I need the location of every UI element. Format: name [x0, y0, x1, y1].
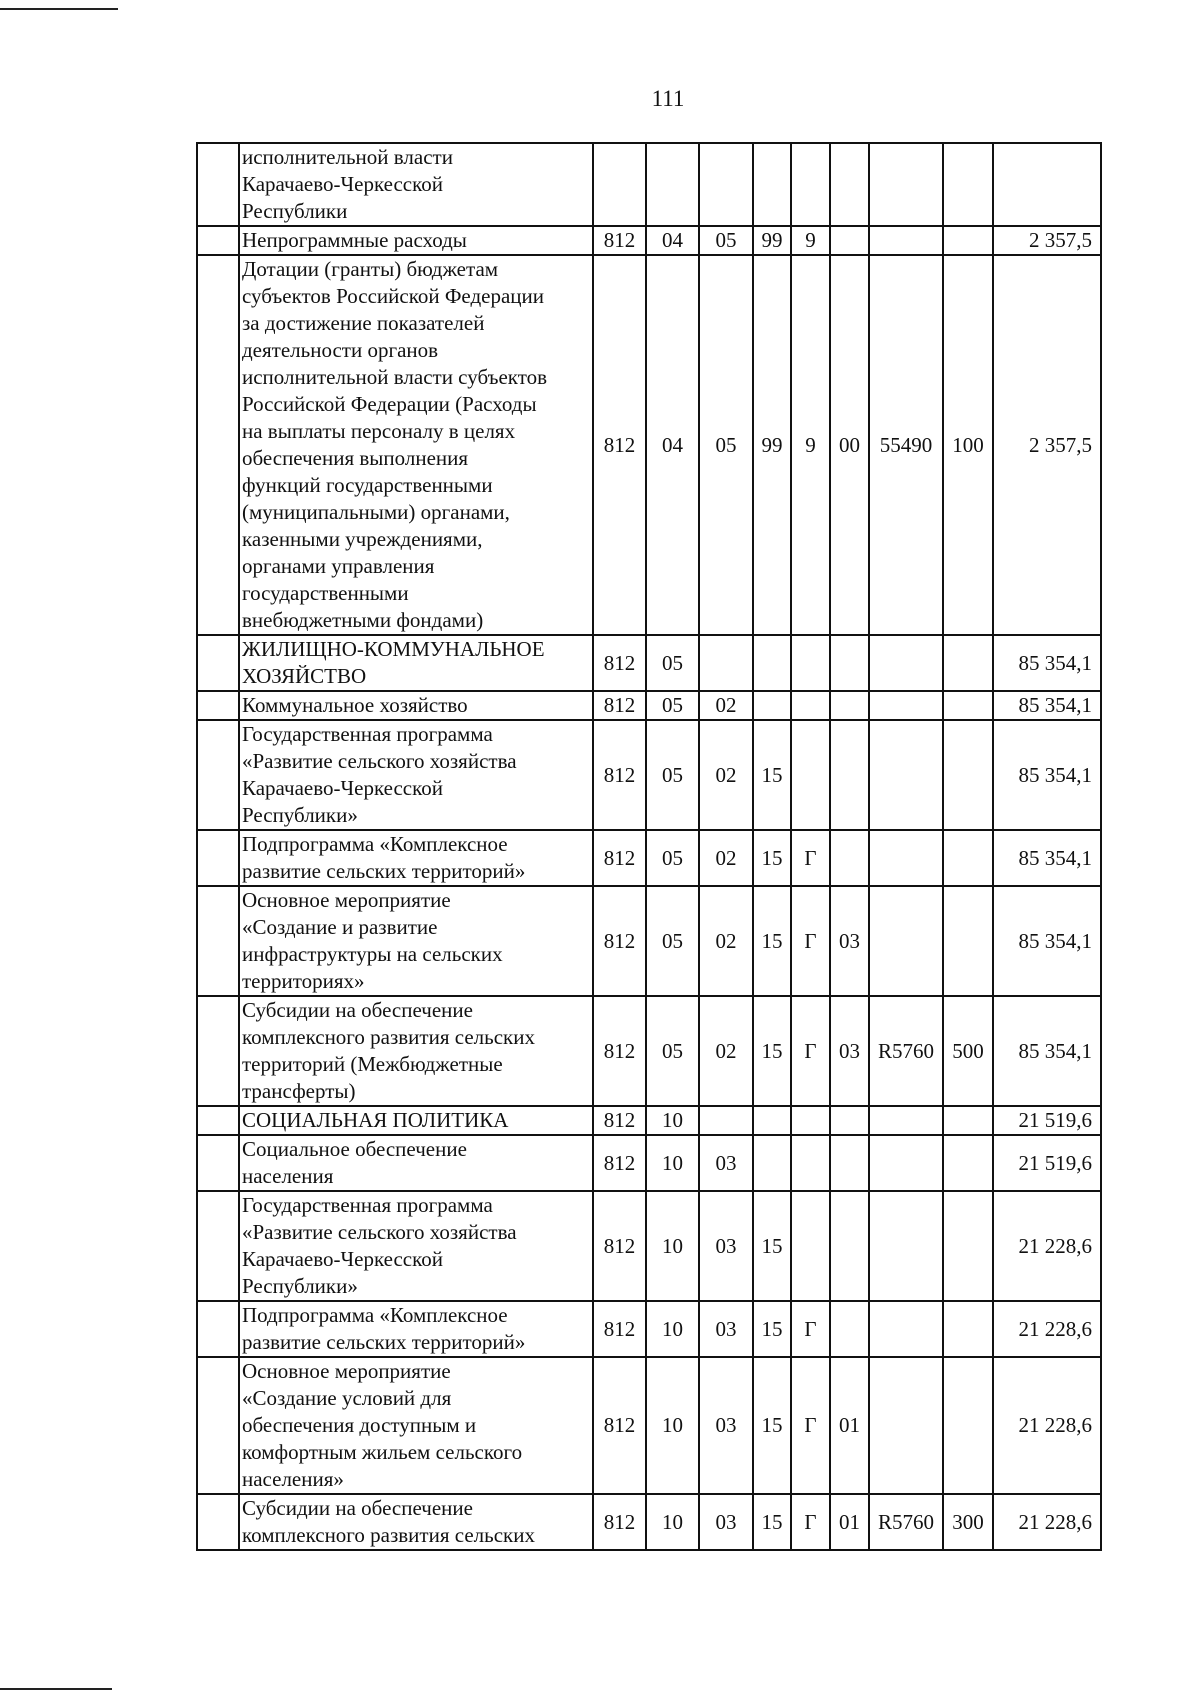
cell-grbs: 812 — [593, 1191, 646, 1301]
item-name-line: комплексного развития сельских — [242, 1523, 535, 1547]
cell-item-name — [239, 226, 593, 255]
table-row — [197, 143, 1101, 226]
table-row — [197, 1191, 1101, 1301]
item-name-line: Субсидии на обеспечение — [242, 998, 473, 1022]
cell-subsection: 03 — [699, 1191, 753, 1301]
cell-grbs: 812 — [593, 1494, 646, 1550]
cell-subsection — [699, 143, 753, 226]
cell-direction — [869, 143, 943, 226]
cell-item-name — [239, 1135, 593, 1191]
cell-direction — [869, 1357, 943, 1494]
cell-expense-type: 300 — [943, 1494, 993, 1550]
cell-subsection: 03 — [699, 1357, 753, 1494]
cell-amount: 21 228,6 — [993, 1357, 1101, 1494]
item-name-line: внебюджетными фондами) — [242, 608, 484, 632]
table-row — [197, 1135, 1101, 1191]
cell-item-name — [239, 720, 593, 830]
cell-item-name — [239, 143, 593, 226]
table-row — [197, 886, 1101, 996]
cell-section: 05 — [646, 635, 699, 691]
item-name-line: ЖИЛИЩНО-КОММУНАЛЬНОЕ — [242, 637, 545, 661]
cell-program — [753, 635, 791, 691]
cell-amount — [993, 143, 1101, 226]
cell-main-event — [830, 1301, 869, 1357]
item-name-line: Республики» — [242, 1274, 358, 1298]
cell-expense-type — [943, 1191, 993, 1301]
table-row — [197, 255, 1101, 635]
cell-grbs — [593, 143, 646, 226]
cell-subprogram: Г — [791, 830, 830, 886]
cell-expense-type — [943, 720, 993, 830]
table-row — [197, 1494, 1101, 1550]
item-name-line: на выплаты персоналу в целях — [242, 419, 516, 443]
cell-program: 15 — [753, 996, 791, 1106]
cell-subprogram — [791, 1135, 830, 1191]
item-name-line: населения» — [242, 1467, 344, 1491]
cell-section: 10 — [646, 1135, 699, 1191]
cell-direction — [869, 886, 943, 996]
cell-section: 10 — [646, 1191, 699, 1301]
cell-grbs: 812 — [593, 255, 646, 635]
item-name-line: «Развитие сельского хозяйства — [242, 749, 517, 773]
cell-section: 05 — [646, 830, 699, 886]
cell-grbs: 812 — [593, 996, 646, 1106]
cell-amount: 21 228,6 — [993, 1494, 1101, 1550]
cell-subsection: 05 — [699, 255, 753, 635]
cell-row-number — [197, 691, 239, 720]
cell-grbs: 812 — [593, 1135, 646, 1191]
item-name-line: «Создание и развитие — [242, 915, 438, 939]
bottom-left-scan-line — [0, 1688, 112, 1690]
cell-program — [753, 143, 791, 226]
cell-expense-type — [943, 1301, 993, 1357]
cell-subprogram — [791, 1106, 830, 1135]
cell-item-name — [239, 1494, 593, 1550]
cell-subprogram — [791, 1191, 830, 1301]
cell-subsection: 02 — [699, 830, 753, 886]
cell-main-event: 03 — [830, 996, 869, 1106]
cell-row-number — [197, 143, 239, 226]
table-row — [197, 691, 1101, 720]
cell-amount: 85 354,1 — [993, 691, 1101, 720]
cell-program: 15 — [753, 1357, 791, 1494]
cell-amount: 85 354,1 — [993, 996, 1101, 1106]
cell-main-event: 00 — [830, 255, 869, 635]
item-name-line: Субсидии на обеспечение — [242, 1496, 473, 1520]
cell-expense-type — [943, 635, 993, 691]
item-name-line: «Создание условий для — [242, 1386, 452, 1410]
cell-row-number — [197, 1191, 239, 1301]
cell-program: 15 — [753, 886, 791, 996]
cell-direction — [869, 1135, 943, 1191]
cell-section: 05 — [646, 996, 699, 1106]
cell-row-number — [197, 635, 239, 691]
cell-subsection: 03 — [699, 1301, 753, 1357]
cell-subprogram: Г — [791, 886, 830, 996]
cell-grbs: 812 — [593, 691, 646, 720]
item-name-line: территорий (Межбюджетные — [242, 1052, 503, 1076]
cell-expense-type — [943, 1357, 993, 1494]
cell-item-name — [239, 886, 593, 996]
cell-item-name — [239, 255, 593, 635]
table-row — [197, 720, 1101, 830]
cell-program: 15 — [753, 1494, 791, 1550]
cell-subprogram: Г — [791, 1357, 830, 1494]
cell-main-event — [830, 1135, 869, 1191]
cell-section: 10 — [646, 1301, 699, 1357]
cell-subsection: 02 — [699, 996, 753, 1106]
cell-section: 04 — [646, 255, 699, 635]
cell-direction — [869, 226, 943, 255]
item-name-line: СОЦИАЛЬНАЯ ПОЛИТИКА — [242, 1108, 509, 1132]
cell-row-number — [197, 1357, 239, 1494]
item-name-line: Российской Федерации (Расходы — [242, 392, 537, 416]
cell-item-name — [239, 635, 593, 691]
cell-item-name — [239, 996, 593, 1106]
cell-expense-type — [943, 1135, 993, 1191]
cell-grbs: 812 — [593, 1357, 646, 1494]
table-row — [197, 1106, 1101, 1135]
cell-direction — [869, 830, 943, 886]
cell-expense-type — [943, 691, 993, 720]
cell-expense-type — [943, 226, 993, 255]
cell-amount: 21 228,6 — [993, 1301, 1101, 1357]
cell-amount: 2 357,5 — [993, 255, 1101, 635]
item-name-line: инфраструктуры на сельских — [242, 942, 503, 966]
item-name-line: органами управления — [242, 554, 435, 578]
cell-row-number — [197, 720, 239, 830]
cell-program: 99 — [753, 255, 791, 635]
cell-subsection: 03 — [699, 1135, 753, 1191]
item-name-line: комфортным жильем сельского — [242, 1440, 523, 1464]
item-name-line: территориях» — [242, 969, 365, 993]
cell-expense-type — [943, 830, 993, 886]
cell-expense-type — [943, 1106, 993, 1135]
cell-main-event: 01 — [830, 1357, 869, 1494]
cell-main-event — [830, 1106, 869, 1135]
cell-amount: 85 354,1 — [993, 635, 1101, 691]
cell-section: 04 — [646, 226, 699, 255]
cell-grbs: 812 — [593, 886, 646, 996]
top-left-scan-line — [0, 8, 118, 10]
table-row — [197, 1301, 1101, 1357]
cell-amount: 85 354,1 — [993, 720, 1101, 830]
cell-expense-type: 500 — [943, 996, 993, 1106]
cell-grbs: 812 — [593, 1301, 646, 1357]
cell-amount: 2 357,5 — [993, 226, 1101, 255]
cell-row-number — [197, 830, 239, 886]
item-name-line: государственными — [242, 581, 409, 605]
table-row — [197, 226, 1101, 255]
cell-direction: R5760 — [869, 1494, 943, 1550]
cell-main-event: 01 — [830, 1494, 869, 1550]
cell-subsection: 02 — [699, 720, 753, 830]
cell-main-event — [830, 143, 869, 226]
cell-main-event — [830, 226, 869, 255]
cell-section: 10 — [646, 1106, 699, 1135]
item-name-line: Карачаево-Черкесской — [242, 172, 444, 196]
item-name-line: Основное мероприятие — [242, 1359, 451, 1383]
table-row — [197, 996, 1101, 1106]
cell-grbs: 812 — [593, 830, 646, 886]
cell-program: 15 — [753, 1191, 791, 1301]
cell-item-name — [239, 1301, 593, 1357]
item-name-line: исполнительной власти — [242, 145, 453, 169]
cell-item-name — [239, 691, 593, 720]
item-name-line: «Развитие сельского хозяйства — [242, 1220, 517, 1244]
cell-row-number — [197, 1301, 239, 1357]
item-name-line: (муниципальными) органами, — [242, 500, 510, 524]
cell-direction — [869, 720, 943, 830]
item-name-line: за достижение показателей — [242, 311, 485, 335]
item-name-line: Республики — [242, 199, 348, 223]
cell-item-name — [239, 830, 593, 886]
cell-subprogram: Г — [791, 1301, 830, 1357]
cell-subsection — [699, 1106, 753, 1135]
cell-program: 99 — [753, 226, 791, 255]
budget-table — [196, 142, 1102, 1551]
cell-program: 15 — [753, 1301, 791, 1357]
cell-program: 15 — [753, 720, 791, 830]
cell-row-number — [197, 996, 239, 1106]
table-row — [197, 830, 1101, 886]
item-name-line: населения — [242, 1164, 334, 1188]
cell-program — [753, 691, 791, 720]
cell-amount: 21 228,6 — [993, 1191, 1101, 1301]
cell-program: 15 — [753, 830, 791, 886]
cell-expense-type: 100 — [943, 255, 993, 635]
cell-main-event — [830, 691, 869, 720]
cell-subsection: 03 — [699, 1494, 753, 1550]
table-row — [197, 635, 1101, 691]
item-name-line: Коммунальное хозяйство — [242, 693, 468, 717]
table-row — [197, 1357, 1101, 1494]
item-name-line: деятельности органов — [242, 338, 439, 362]
page-number: 111 — [651, 86, 685, 111]
cell-section: 05 — [646, 720, 699, 830]
cell-subprogram — [791, 691, 830, 720]
item-name-line: развитие сельских территорий» — [242, 859, 526, 883]
item-name-line: комплексного развития сельских — [242, 1025, 535, 1049]
cell-amount: 21 519,6 — [993, 1106, 1101, 1135]
item-name-line: Непрограммные расходы — [242, 228, 467, 252]
cell-item-name — [239, 1191, 593, 1301]
cell-subprogram: Г — [791, 1494, 830, 1550]
cell-main-event — [830, 830, 869, 886]
cell-subprogram: Г — [791, 996, 830, 1106]
cell-item-name — [239, 1106, 593, 1135]
cell-subsection: 02 — [699, 886, 753, 996]
cell-section: 10 — [646, 1357, 699, 1494]
cell-grbs: 812 — [593, 1106, 646, 1135]
item-name-line: Республики» — [242, 803, 358, 827]
cell-amount: 21 519,6 — [993, 1135, 1101, 1191]
cell-row-number — [197, 1135, 239, 1191]
cell-amount: 85 354,1 — [993, 886, 1101, 996]
cell-program — [753, 1106, 791, 1135]
item-name-line: казенными учреждениями, — [242, 527, 483, 551]
cell-program — [753, 1135, 791, 1191]
cell-main-event — [830, 720, 869, 830]
item-name-line: развитие сельских территорий» — [242, 1330, 526, 1354]
item-name-line: исполнительной власти субъектов — [242, 365, 548, 389]
cell-row-number — [197, 1106, 239, 1135]
cell-row-number — [197, 226, 239, 255]
item-name-line: Государственная программа — [242, 722, 493, 746]
item-name-line: ХОЗЯЙСТВО — [242, 664, 367, 688]
cell-main-event — [830, 635, 869, 691]
cell-section: 05 — [646, 691, 699, 720]
cell-grbs: 812 — [593, 720, 646, 830]
cell-subsection — [699, 635, 753, 691]
cell-section — [646, 143, 699, 226]
cell-direction: R5760 — [869, 996, 943, 1106]
cell-grbs: 812 — [593, 226, 646, 255]
cell-section: 10 — [646, 1494, 699, 1550]
item-name-line: функций государственными — [242, 473, 493, 497]
cell-section: 05 — [646, 886, 699, 996]
item-name-line: обеспечения выполнения — [242, 446, 469, 470]
cell-direction — [869, 691, 943, 720]
cell-subprogram: 9 — [791, 255, 830, 635]
cell-direction: 55490 — [869, 255, 943, 635]
cell-grbs: 812 — [593, 635, 646, 691]
cell-direction — [869, 1301, 943, 1357]
cell-direction — [869, 1191, 943, 1301]
cell-item-name — [239, 1357, 593, 1494]
cell-direction — [869, 635, 943, 691]
cell-row-number — [197, 886, 239, 996]
cell-row-number — [197, 1494, 239, 1550]
cell-subsection: 02 — [699, 691, 753, 720]
item-name-line: трансферты) — [242, 1079, 356, 1103]
item-name-line: Карачаево-Черкесской — [242, 1247, 444, 1271]
item-name-line: Социальное обеспечение — [242, 1137, 467, 1161]
item-name-line: субъектов Российской Федерации — [242, 284, 545, 308]
cell-subprogram — [791, 720, 830, 830]
cell-expense-type — [943, 143, 993, 226]
cell-subprogram — [791, 635, 830, 691]
item-name-line: обеспечения доступным и — [242, 1413, 477, 1437]
cell-amount: 85 354,1 — [993, 830, 1101, 886]
cell-main-event: 03 — [830, 886, 869, 996]
cell-subprogram: 9 — [791, 226, 830, 255]
cell-expense-type — [943, 886, 993, 996]
item-name-line: Государственная программа — [242, 1193, 493, 1217]
item-name-line: Подпрограмма «Комплексное — [242, 832, 508, 856]
cell-subprogram — [791, 143, 830, 226]
item-name-line: Карачаево-Черкесской — [242, 776, 444, 800]
cell-row-number — [197, 255, 239, 635]
cell-direction — [869, 1106, 943, 1135]
item-name-line: Дотации (гранты) бюджетам — [242, 257, 499, 281]
item-name-line: Основное мероприятие — [242, 888, 451, 912]
cell-subsection: 05 — [699, 226, 753, 255]
item-name-line: Подпрограмма «Комплексное — [242, 1303, 508, 1327]
cell-main-event — [830, 1191, 869, 1301]
